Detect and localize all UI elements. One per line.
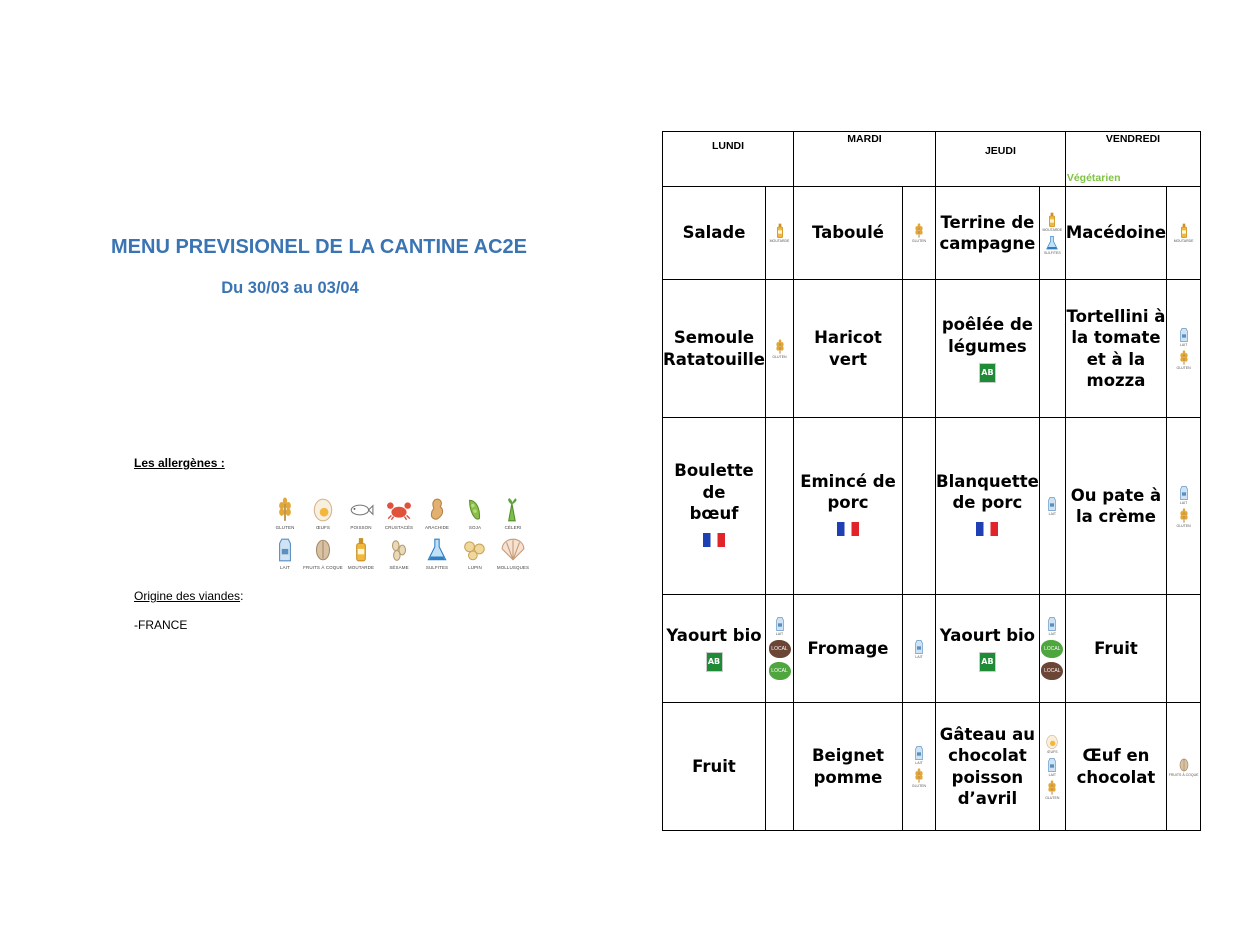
dish-cell <box>663 280 766 418</box>
dish-cell <box>936 280 1040 418</box>
local-product-icon: LOCAL <box>769 640 791 658</box>
dish-name: Semoule <box>673 328 755 347</box>
dish-cell <box>794 595 903 703</box>
allergen-sesame <box>380 536 418 570</box>
allergen-icons-cell <box>1039 280 1065 418</box>
dish-cell <box>794 703 903 831</box>
milk-icon <box>903 639 935 659</box>
nut-icon <box>1167 757 1200 777</box>
france-flag-icon <box>837 522 859 536</box>
wheat-icon <box>903 223 935 243</box>
dish-name: Tortellini à <box>1066 306 1166 326</box>
allergen-icon-label: LAIT <box>1179 500 1188 505</box>
allergen-lupin <box>456 536 494 570</box>
allergen-flask <box>418 536 456 570</box>
dish-cell <box>663 418 766 595</box>
allergen-icon-label: GLUTEN <box>1176 366 1191 370</box>
allergen-icon-label: MOUTARDE <box>1042 227 1063 232</box>
milk-icon <box>1040 616 1065 636</box>
allergen-label: LUPIN <box>468 565 482 570</box>
allergen-celery <box>494 496 532 530</box>
origin-value: -FRANCE <box>134 618 188 632</box>
dish-cell <box>794 418 903 595</box>
milk-icon <box>1167 327 1200 347</box>
allergen-label: ARACHIDE <box>424 525 450 530</box>
flask-icon <box>1040 235 1065 255</box>
allergen-icon-label: FRUITS À COQUE <box>1168 772 1199 777</box>
allergen-crab <box>380 496 418 530</box>
allergen-icon-label: LAIT <box>1048 632 1057 636</box>
milk-icon <box>1040 757 1065 777</box>
day-label: JEUDI <box>984 145 1016 157</box>
allergen-icon-label: GLUTEN <box>1176 523 1191 528</box>
dish-cell <box>663 595 766 703</box>
mustard-icon <box>1167 223 1200 243</box>
france-flag-icon <box>976 522 998 536</box>
allergen-icon-label: GLUTEN <box>1045 795 1060 800</box>
day-label: MARDI <box>847 133 882 145</box>
france-flag-icon <box>703 533 725 547</box>
dish-name: Fromage <box>807 638 889 658</box>
crab-icon <box>386 497 412 524</box>
wheat-icon <box>766 339 793 359</box>
allergen-label: SOJA <box>468 525 482 530</box>
local-product-icon: LOCAL <box>1041 640 1063 658</box>
allergens-heading: Les allergènes : <box>134 456 225 470</box>
milk-icon <box>766 616 793 636</box>
allergen-icons-cell <box>903 703 936 831</box>
dish-cell <box>794 280 903 418</box>
celery-icon <box>500 497 526 524</box>
allergen-label: GLUTEN <box>275 525 295 530</box>
dish-name: Ratatouille <box>663 349 765 369</box>
flask-icon <box>424 537 450 564</box>
allergen-icon-label: LAIT <box>775 632 784 636</box>
day-label: LUNDI <box>711 140 745 152</box>
allergen-soy <box>456 496 494 530</box>
organic-ab-icon: AB <box>979 652 996 672</box>
origin-heading-label: Origine des viandes <box>134 589 241 603</box>
allergen-fish <box>342 496 380 530</box>
local-product-icon: LOCAL <box>769 662 791 680</box>
allergen-peanut <box>418 496 456 530</box>
allergen-label: SÉSAME <box>389 565 409 570</box>
allergen-icons-cell <box>1167 703 1201 831</box>
allergen-label: CÉLERI <box>504 525 522 530</box>
wheat-icon <box>1167 508 1200 528</box>
organic-ab-icon: AB <box>979 363 996 383</box>
dish-cell <box>1065 418 1166 595</box>
nut-icon <box>310 537 336 564</box>
dish-name: Macédoine <box>1065 223 1167 243</box>
page-title: MENU PREVISIONEL DE LA CANTINE AC2E <box>111 236 527 258</box>
allergen-icon-label: GLUTEN <box>772 354 787 359</box>
wheat-icon <box>903 768 935 788</box>
mustard-icon <box>766 223 793 243</box>
vegetarian-label: Végétarien <box>1066 172 1121 184</box>
dish-name: de porc <box>952 493 1023 513</box>
menu-table <box>662 131 1201 831</box>
origin-colon: : <box>240 589 244 603</box>
allergen-icons-cell <box>1167 187 1201 280</box>
allergen-label: MOLLUSQUES <box>496 565 530 570</box>
dish-name: et à la <box>1086 349 1146 369</box>
day-header-vendredi <box>1065 132 1200 187</box>
dish-name: poêlée de <box>941 315 1033 334</box>
milk-icon <box>903 745 935 765</box>
dish-name: d’avril <box>957 789 1018 808</box>
mustard-icon <box>348 537 374 564</box>
dish-name: chocolat <box>1076 767 1156 787</box>
allergen-icons-cell <box>766 187 794 280</box>
allergen-icons-cell <box>766 595 794 703</box>
allergen-icons-cell <box>1039 418 1065 595</box>
dish-name: Yaourt bio <box>666 625 762 645</box>
dish-cell <box>936 703 1040 831</box>
allergen-icons-cell <box>766 703 794 831</box>
allergen-icon-label: GLUTEN <box>911 239 927 243</box>
dish-name: Salade <box>682 223 746 243</box>
wheat-icon <box>1040 780 1065 800</box>
allergen-icons-cell <box>1039 595 1065 703</box>
wheat-icon <box>1167 350 1200 370</box>
dish-name: Blanquette <box>936 471 1039 491</box>
egg-icon <box>1040 734 1065 754</box>
fish-icon <box>348 497 374 524</box>
dish-name: pomme <box>813 767 883 787</box>
dish-name: Yaourt bio <box>939 625 1036 645</box>
milk-icon <box>1040 496 1065 516</box>
dish-cell <box>936 595 1040 703</box>
dish-name: Haricot vert <box>814 328 882 369</box>
dish-name: Beignet <box>811 746 885 765</box>
page-subtitle: Du 30/03 au 03/04 <box>221 279 359 297</box>
allergen-icons-cell <box>766 280 794 418</box>
dish-name: Ou pate à <box>1070 485 1162 505</box>
dish-name: Taboulé <box>811 223 884 243</box>
allergen-icons-cell <box>1039 703 1065 831</box>
allergen-icon-label: LAIT <box>1048 512 1057 516</box>
allergen-egg <box>304 496 342 530</box>
egg-icon <box>310 497 336 524</box>
peanut-icon <box>424 497 450 524</box>
dish-name: porc <box>827 493 869 513</box>
allergen-icon-label: LAIT <box>915 654 923 659</box>
origin-heading <box>134 589 243 603</box>
dish-name: Terrine de <box>940 212 1035 232</box>
allergen-icons-cell <box>903 418 936 595</box>
allergen-label: POISSON <box>350 525 372 530</box>
wheat-icon <box>272 497 298 524</box>
dish-cell <box>936 418 1040 595</box>
dish-name: campagne <box>939 234 1036 253</box>
dish-name: poisson <box>951 767 1024 787</box>
dish-cell <box>663 703 766 831</box>
allergen-icons-cell <box>903 280 936 418</box>
shell-icon <box>500 537 526 564</box>
dish-name: la crème <box>1075 507 1156 526</box>
lupin-icon <box>462 537 488 564</box>
allergen-icon-label: LAIT <box>1179 343 1188 347</box>
allergen-wheat <box>266 496 304 530</box>
dish-cell <box>936 187 1040 280</box>
allergen-label: SULFITES <box>425 565 449 570</box>
local-product-icon: LOCAL <box>1041 662 1063 680</box>
allergen-icons-cell <box>1167 418 1201 595</box>
allergen-icon-label: LAIT <box>915 761 923 765</box>
allergens-legend <box>266 496 538 570</box>
dish-name: Fruit <box>692 756 736 776</box>
allergen-label: CRUSTACÉS <box>384 525 414 530</box>
day-header-jeudi <box>936 132 1066 187</box>
allergen-icons-cell <box>1167 595 1201 703</box>
allergen-icon-label: ŒUFS <box>1047 749 1058 754</box>
allergen-icons-cell <box>903 187 936 280</box>
dish-name: légumes <box>948 336 1027 356</box>
day-header-lundi <box>663 132 794 187</box>
allergen-label: ŒUFS <box>316 525 330 530</box>
allergen-label: LAIT <box>280 565 290 570</box>
dish-name: mozza <box>1086 371 1146 390</box>
allergen-icons-cell <box>1039 187 1065 280</box>
dish-name: bœuf <box>689 504 739 523</box>
day-header-mardi <box>794 132 936 187</box>
allergen-icons-cell <box>903 595 936 703</box>
soy-icon <box>462 497 488 524</box>
milk-icon <box>1167 485 1200 505</box>
dish-name: Emincé de <box>800 471 896 491</box>
allergen-nut <box>304 536 342 570</box>
dish-cell <box>663 187 766 280</box>
allergen-icons-cell <box>766 418 794 595</box>
dish-name: Œuf en <box>1082 746 1150 765</box>
dish-name: Fruit <box>1094 638 1138 658</box>
allergen-milk <box>266 536 304 570</box>
dish-cell <box>1065 703 1166 831</box>
allergen-icon-label: GLUTEN <box>911 784 927 788</box>
dish-name: la tomate <box>1071 328 1161 347</box>
organic-ab-icon: AB <box>706 652 723 672</box>
dish-cell <box>1065 280 1166 418</box>
allergen-shell <box>494 536 532 570</box>
allergen-icon-label: SULFITES <box>1043 250 1061 255</box>
allergen-icons-cell <box>1167 280 1201 418</box>
dish-name: Boulette de <box>674 461 754 502</box>
allergen-icon-label: MOUTARDE <box>769 239 790 243</box>
dish-cell <box>794 187 903 280</box>
mustard-icon <box>1040 212 1065 232</box>
milk-icon <box>272 537 298 564</box>
allergen-icon-label: LAIT <box>1048 772 1057 777</box>
sesame-icon <box>386 537 412 564</box>
allergen-label: MOUTARDE <box>347 565 375 570</box>
dish-name: chocolat <box>948 746 1027 765</box>
dish-cell <box>1065 187 1166 280</box>
day-label: VENDREDI <box>1105 133 1161 145</box>
allergen-mustard <box>342 536 380 570</box>
allergen-icon-label: MOUTARDE <box>1173 239 1194 243</box>
dish-name: Gâteau au <box>939 724 1036 744</box>
allergen-label: FRUITS À COQUE <box>303 565 343 570</box>
dish-cell <box>1065 595 1166 703</box>
